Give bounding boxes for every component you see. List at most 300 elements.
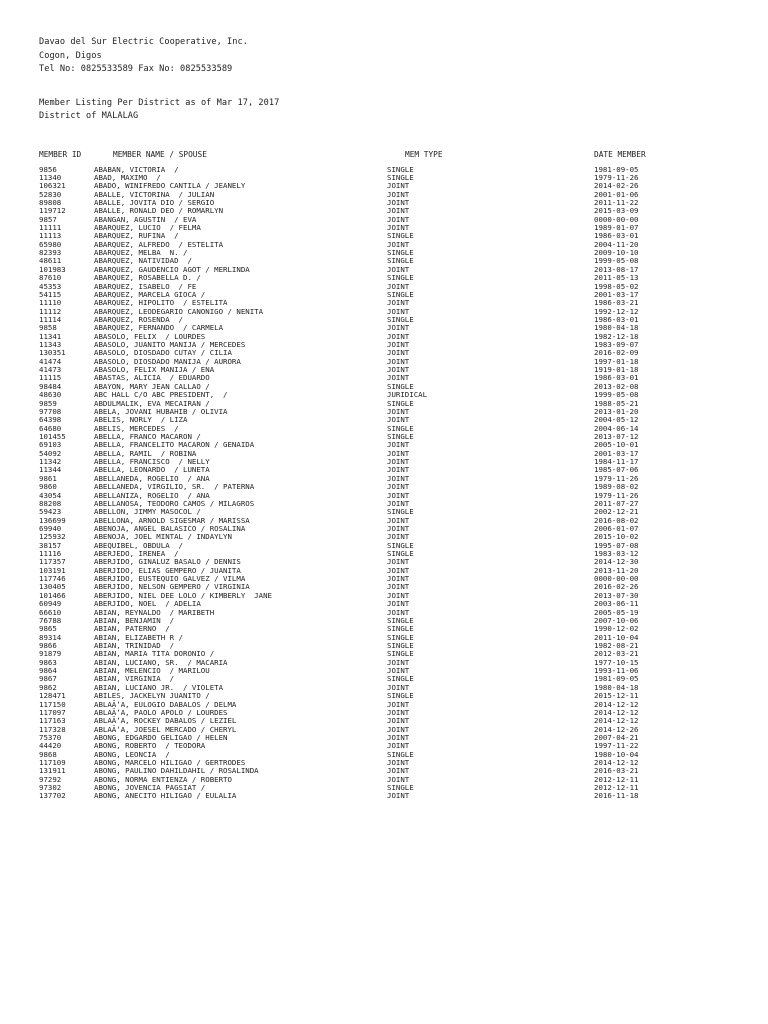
date-member-cell: 2011-11-22 bbox=[594, 197, 639, 207]
member-id-cell: 66610 bbox=[39, 607, 62, 617]
member-id-cell: 54115 bbox=[39, 289, 62, 299]
mem-type-cell: JOINT bbox=[387, 482, 410, 492]
member-name-cell: ABELLANEDA, ROGELIO / ANA bbox=[94, 473, 210, 483]
date-member-cell: 2015-12-11 bbox=[594, 691, 639, 701]
date-member-cell: 2007-10-06 bbox=[594, 615, 639, 625]
date-member-cell: 1981-09-05 bbox=[594, 164, 639, 174]
member-id-cell: 117357 bbox=[39, 557, 66, 567]
member-id-cell: 9860 bbox=[39, 482, 57, 492]
member-name-cell: ABARQUEZ, GAUDENCIO AGOT / MERLINDA bbox=[94, 264, 250, 274]
member-id-cell: 11112 bbox=[39, 306, 62, 316]
column-header-mem-type: MEM TYPE bbox=[405, 150, 443, 159]
mem-type-cell: SINGLE bbox=[387, 164, 414, 174]
mem-type-cell: SINGLE bbox=[387, 398, 414, 408]
member-name-cell: ABERJIDO, EUSTEQUIO GALVEZ / VILMA bbox=[94, 574, 246, 584]
date-member-cell: 2006-01-07 bbox=[594, 523, 639, 533]
member-id-cell: 9866 bbox=[39, 640, 57, 650]
date-member-cell: 1997-01-18 bbox=[594, 356, 639, 366]
mem-type-cell: JOINT bbox=[387, 557, 410, 567]
district-label: District of MALALAG bbox=[39, 111, 139, 121]
member-id-cell: 103191 bbox=[39, 565, 66, 575]
mem-type-cell: JOINT bbox=[387, 356, 410, 366]
mem-type-cell: SINGLE bbox=[387, 289, 414, 299]
member-name-cell: ABONG, JOVENCIA PAGSIAT / bbox=[94, 783, 206, 793]
member-name-cell: ABENOJA, ANGEL BALASICO / ROSALINA bbox=[94, 523, 246, 533]
date-member-cell: 1980-04-18 bbox=[594, 323, 639, 333]
member-id-cell: 131911 bbox=[39, 766, 66, 776]
table-row bbox=[0, 792, 768, 800]
date-member-cell: 2014-02-26 bbox=[594, 181, 639, 191]
member-id-cell: 82393 bbox=[39, 248, 62, 258]
date-member-cell: 0000-00-00 bbox=[594, 214, 639, 224]
member-name-cell: ABALLE, VICTORINA / JULIAN bbox=[94, 189, 215, 199]
member-id-cell: 64680 bbox=[39, 423, 62, 433]
member-id-cell: 125932 bbox=[39, 532, 66, 542]
date-member-cell: 2016-02-09 bbox=[594, 348, 639, 358]
date-member-cell: 2016-02-26 bbox=[594, 582, 639, 592]
member-name-cell: ABONG, MARCELO HILIGAO / GERTRODES bbox=[94, 758, 246, 768]
date-member-cell: 1977-10-15 bbox=[594, 657, 639, 667]
member-name-cell: ABLAÃ‘A, JOESEL MERCADO / CHERYL bbox=[94, 724, 237, 734]
member-id-cell: 117097 bbox=[39, 707, 66, 717]
date-member-cell: 2012-12-11 bbox=[594, 774, 639, 784]
date-member-cell: 2015-03-09 bbox=[594, 206, 639, 216]
date-member-cell: 2013-01-20 bbox=[594, 406, 639, 416]
date-member-cell: 2016-08-02 bbox=[594, 515, 639, 525]
mem-type-cell: JOINT bbox=[387, 774, 410, 784]
member-id-cell: 11344 bbox=[39, 465, 62, 475]
member-name-cell: ABARQUEZ, LEODEGARIO CANONIGO / NENITA bbox=[94, 306, 264, 316]
member-name-cell: ABIAN, VIRGINIA / bbox=[94, 674, 175, 684]
date-member-cell: 2001-03-17 bbox=[594, 448, 639, 458]
date-member-cell: 1983-09-07 bbox=[594, 340, 639, 350]
member-name-cell: ABERJIDO, NOEL / ADELIA bbox=[94, 599, 201, 609]
date-member-cell: 2004-06-14 bbox=[594, 423, 639, 433]
member-id-cell: 101983 bbox=[39, 264, 66, 274]
date-member-cell: 2016-11-18 bbox=[594, 791, 639, 801]
date-member-cell: 2012-03-21 bbox=[594, 649, 639, 659]
member-id-cell: 101466 bbox=[39, 590, 66, 600]
mem-type-cell: SINGLE bbox=[387, 248, 414, 258]
date-member-cell: 1986-03-01 bbox=[594, 373, 639, 383]
member-id-cell: 98484 bbox=[39, 381, 62, 391]
mem-type-cell: SINGLE bbox=[387, 231, 414, 241]
report-title: Member Listing Per District as of Mar 17, 2017 bbox=[39, 98, 280, 108]
member-name-cell: ABELLA, FRANCISCO / NELLY bbox=[94, 457, 210, 467]
member-name-cell: ABIAN, LUCIANO JR. / VIOLETA bbox=[94, 682, 224, 692]
date-member-cell: 2013-07-30 bbox=[594, 590, 639, 600]
member-name-cell: ABELLA, LEONARDO / LUNETA bbox=[94, 465, 210, 475]
member-name-cell: ABARQUEZ, RUFINA / bbox=[94, 231, 179, 241]
mem-type-cell: JOINT bbox=[387, 666, 410, 676]
date-member-cell: 1979-11-26 bbox=[594, 473, 639, 483]
member-id-cell: 59423 bbox=[39, 507, 62, 517]
date-member-cell: 2013-11-20 bbox=[594, 565, 639, 575]
mem-type-cell: JOINT bbox=[387, 724, 410, 734]
date-member-cell: 1999-05-08 bbox=[594, 390, 639, 400]
date-member-cell: 1980-04-18 bbox=[594, 682, 639, 692]
mem-type-cell: SINGLE bbox=[387, 507, 414, 517]
date-member-cell: 2012-12-11 bbox=[594, 783, 639, 793]
member-name-cell: ABERJIDO, NIEL DEE LOLO / KIMBERLY JANE bbox=[94, 590, 272, 600]
member-name-cell: ABARQUEZ, FERNANDO / CARMELA bbox=[94, 323, 224, 333]
member-id-cell: 41474 bbox=[39, 356, 62, 366]
member-id-cell: 69940 bbox=[39, 523, 62, 533]
mem-type-cell: JOINT bbox=[387, 264, 410, 274]
member-id-cell: 136699 bbox=[39, 515, 66, 525]
mem-type-cell: SINGLE bbox=[387, 423, 414, 433]
date-member-cell: 0000-00-00 bbox=[594, 574, 639, 584]
member-id-cell: 89808 bbox=[39, 197, 62, 207]
member-name-cell: ABENOJA, JOEL MINTAL / INDAYLYN bbox=[94, 532, 232, 542]
mem-type-cell: SINGLE bbox=[387, 640, 414, 650]
member-name-cell: ABARQUEZ, ROSABELLA D. / bbox=[94, 273, 201, 283]
member-name-cell: ABIAN, MARIA TITA DORONIO / bbox=[94, 649, 215, 659]
date-member-cell: 1979-11-26 bbox=[594, 172, 639, 182]
date-member-cell: 1985-07-06 bbox=[594, 465, 639, 475]
member-name-cell: ABALLE, JOVITA DIO / SERGIO bbox=[94, 197, 215, 207]
member-id-cell: 117150 bbox=[39, 699, 66, 709]
mem-type-cell: JURIDICAL bbox=[387, 390, 428, 400]
date-member-cell: 1919-01-18 bbox=[594, 365, 639, 375]
member-name-cell: ABLAÃ‘A, EULOGIO DABALOS / DELMA bbox=[94, 699, 237, 709]
mem-type-cell: JOINT bbox=[387, 189, 410, 199]
date-member-cell: 2011-10-04 bbox=[594, 632, 639, 642]
member-name-cell: ABELLANOSA, TEODORO CAMOS / MILAGROS bbox=[94, 498, 255, 508]
member-id-cell: 9863 bbox=[39, 657, 57, 667]
date-member-cell: 1988-05-21 bbox=[594, 398, 639, 408]
member-id-cell: 9868 bbox=[39, 749, 57, 759]
date-member-cell: 1995-07-08 bbox=[594, 540, 639, 550]
date-member-cell: 2014-12-26 bbox=[594, 724, 639, 734]
member-name-cell: ABLAÃ‘A, ROCKEY DABALOS / LEZIEL bbox=[94, 716, 237, 726]
date-member-cell: 2013-08-17 bbox=[594, 264, 639, 274]
mem-type-cell: SINGLE bbox=[387, 381, 414, 391]
date-member-cell: 2002-12-21 bbox=[594, 507, 639, 517]
member-name-cell: ABDULMALIK, EVA MECAIRAN / bbox=[94, 398, 210, 408]
mem-type-cell: JOINT bbox=[387, 223, 410, 233]
column-header-date-member: DATE MEMBER bbox=[594, 150, 646, 159]
mem-type-cell: JOINT bbox=[387, 298, 410, 308]
mem-type-cell: JOINT bbox=[387, 498, 410, 508]
member-id-cell: 38157 bbox=[39, 540, 62, 550]
member-name-cell: ABELLA, FRANCO MACARON / bbox=[94, 432, 201, 441]
member-id-cell: 48630 bbox=[39, 390, 62, 400]
member-table-body bbox=[0, 166, 768, 801]
date-member-cell: 2001-01-06 bbox=[594, 189, 639, 199]
member-name-cell: ABADO, WINIFREDO CANTILA / JEANELY bbox=[94, 181, 246, 191]
mem-type-cell: SINGLE bbox=[387, 432, 414, 441]
mem-type-cell: JOINT bbox=[387, 716, 410, 726]
member-id-cell: 9861 bbox=[39, 473, 57, 483]
mem-type-cell: JOINT bbox=[387, 582, 410, 592]
member-id-cell: 97292 bbox=[39, 774, 62, 784]
member-name-cell: ABASTAS, ALICIA / EDUARDO bbox=[94, 373, 210, 383]
member-id-cell: 54092 bbox=[39, 448, 62, 458]
mem-type-cell: SINGLE bbox=[387, 632, 414, 642]
member-name-cell: ABARQUEZ, MELBA N. / bbox=[94, 248, 188, 258]
member-id-cell: 11340 bbox=[39, 172, 62, 182]
member-id-cell: 9856 bbox=[39, 164, 57, 174]
member-id-cell: 43054 bbox=[39, 490, 62, 500]
date-member-cell: 1982-08-21 bbox=[594, 640, 639, 650]
mem-type-cell: SINGLE bbox=[387, 783, 414, 793]
date-member-cell: 1998-05-02 bbox=[594, 281, 639, 291]
date-member-cell: 1999-05-08 bbox=[594, 256, 639, 266]
member-name-cell: ABIAN, BENJAMIN / bbox=[94, 615, 175, 625]
member-id-cell: 44420 bbox=[39, 741, 62, 751]
member-id-cell: 87610 bbox=[39, 273, 62, 283]
date-member-cell: 2007-04-21 bbox=[594, 732, 639, 742]
mem-type-cell: JOINT bbox=[387, 197, 410, 207]
mem-type-cell: SINGLE bbox=[387, 749, 414, 759]
date-member-cell: 1980-10-04 bbox=[594, 749, 639, 759]
mem-type-cell: JOINT bbox=[387, 732, 410, 742]
mem-type-cell: JOINT bbox=[387, 365, 410, 375]
mem-type-cell: JOINT bbox=[387, 490, 410, 500]
date-member-cell: 1986-03-21 bbox=[594, 298, 639, 308]
member-name-cell: ABALLE, RONALD DEO / ROMARLYN bbox=[94, 206, 224, 216]
member-name-cell: ABIAN, LUCIANO, SR. / MACARIA bbox=[94, 657, 228, 667]
member-name-cell: ABILES, JACKELYN JUANITO / bbox=[94, 691, 210, 701]
member-id-cell: 11113 bbox=[39, 231, 62, 241]
mem-type-cell: SINGLE bbox=[387, 314, 414, 324]
member-name-cell: ABC HALL C/O ABC PRESIDENT, / bbox=[94, 390, 228, 400]
member-name-cell: ABERJIDO, ELIAS GEMPERO / JUANITA bbox=[94, 565, 241, 575]
member-name-cell: ABARQUEZ, LUCIO / FELMA bbox=[94, 223, 201, 233]
member-name-cell: ABEQUIBEL, OBDULA / bbox=[94, 540, 183, 550]
member-name-cell: ABELLANEDA, VIRGILIO, SR. / PATERNA bbox=[94, 482, 255, 492]
mem-type-cell: JOINT bbox=[387, 457, 410, 467]
date-member-cell: 2004-05-12 bbox=[594, 415, 639, 425]
member-name-cell: ABABAN, VICTORIA / bbox=[94, 164, 179, 174]
member-name-cell: ABARQUEZ, NATIVIDAD / bbox=[94, 256, 192, 266]
mem-type-cell: SINGLE bbox=[387, 624, 414, 634]
date-member-cell: 2014-12-12 bbox=[594, 758, 639, 768]
company-contact: Tel No: 0825533589 Fax No: 0825533589 bbox=[39, 64, 233, 74]
member-id-cell: 9857 bbox=[39, 214, 57, 224]
member-id-cell: 11341 bbox=[39, 331, 62, 341]
member-id-cell: 11342 bbox=[39, 457, 62, 467]
member-id-cell: 119712 bbox=[39, 206, 66, 216]
date-member-cell: 1992-12-12 bbox=[594, 306, 639, 316]
date-member-cell: 2016-03-21 bbox=[594, 766, 639, 776]
member-id-cell: 75370 bbox=[39, 732, 62, 742]
mem-type-cell: JOINT bbox=[387, 523, 410, 533]
mem-type-cell: JOINT bbox=[387, 791, 410, 801]
mem-type-cell: JOINT bbox=[387, 465, 410, 475]
mem-type-cell: JOINT bbox=[387, 281, 410, 291]
member-id-cell: 130351 bbox=[39, 348, 66, 358]
mem-type-cell: JOINT bbox=[387, 532, 410, 542]
member-id-cell: 117328 bbox=[39, 724, 66, 734]
member-name-cell: ABERJIDO, NELSON GEMPERO / VIRGINIA bbox=[94, 582, 250, 592]
member-name-cell: ABASOLO, JUANITO MANIJA / MERCEDES bbox=[94, 340, 246, 350]
member-name-cell: ABELA, JOVANI HUBAHIB / OLIVIA bbox=[94, 406, 228, 416]
company-name: Davao del Sur Electric Cooperative, Inc. bbox=[39, 37, 248, 47]
member-id-cell: 91879 bbox=[39, 649, 62, 659]
mem-type-cell: JOINT bbox=[387, 323, 410, 333]
date-member-cell: 2001-03-17 bbox=[594, 289, 639, 299]
member-name-cell: ABIAN, REYNALDO / MARIBETH bbox=[94, 607, 215, 617]
date-member-cell: 2014-12-12 bbox=[594, 699, 639, 709]
member-name-cell: ABONG, EDGARDO GELIGAO / HELEN bbox=[94, 732, 228, 742]
mem-type-cell: SINGLE bbox=[387, 615, 414, 625]
date-member-cell: 1979-11-26 bbox=[594, 490, 639, 500]
member-id-cell: 76788 bbox=[39, 615, 62, 625]
mem-type-cell: JOINT bbox=[387, 181, 410, 191]
mem-type-cell: JOINT bbox=[387, 239, 410, 249]
mem-type-cell: JOINT bbox=[387, 574, 410, 584]
member-name-cell: ABAD, MAXIMO / bbox=[94, 172, 161, 182]
member-id-cell: 117746 bbox=[39, 574, 66, 584]
member-id-cell: 9862 bbox=[39, 682, 57, 692]
column-header-member-id: MEMBER ID bbox=[39, 150, 82, 159]
member-id-cell: 11116 bbox=[39, 549, 62, 559]
member-id-cell: 117163 bbox=[39, 716, 66, 726]
date-member-cell: 1981-09-05 bbox=[594, 674, 639, 684]
member-id-cell: 60949 bbox=[39, 599, 62, 609]
date-member-cell: 2004-11-20 bbox=[594, 239, 639, 249]
mem-type-cell: JOINT bbox=[387, 406, 410, 416]
column-header-member-name: MEMBER NAME / SPOUSE bbox=[113, 150, 207, 159]
member-name-cell: ABANGAN, AGUSTIN / EVA bbox=[94, 214, 197, 224]
member-id-cell: 11114 bbox=[39, 314, 62, 324]
member-name-cell: ABERJEDO, IRENEA / bbox=[94, 549, 179, 559]
member-id-cell: 9858 bbox=[39, 323, 57, 333]
member-id-cell: 41473 bbox=[39, 365, 62, 375]
mem-type-cell: JOINT bbox=[387, 306, 410, 316]
mem-type-cell: JOINT bbox=[387, 699, 410, 709]
member-id-cell: 11343 bbox=[39, 340, 62, 350]
mem-type-cell: JOINT bbox=[387, 214, 410, 224]
date-member-cell: 1989-01-07 bbox=[594, 223, 639, 233]
mem-type-cell: SINGLE bbox=[387, 691, 414, 701]
mem-type-cell: JOINT bbox=[387, 473, 410, 483]
mem-type-cell: JOINT bbox=[387, 599, 410, 609]
date-member-cell: 2014-12-12 bbox=[594, 716, 639, 726]
date-member-cell: 2015-10-02 bbox=[594, 532, 639, 542]
member-id-cell: 9864 bbox=[39, 666, 57, 676]
date-member-cell: 2011-07-27 bbox=[594, 498, 639, 508]
member-name-cell: ABELLA, RAMIL / ROBINA bbox=[94, 448, 197, 458]
mem-type-cell: JOINT bbox=[387, 657, 410, 667]
date-member-cell: 2009-10-10 bbox=[594, 248, 639, 258]
member-name-cell: ABIAN, MELENCIO / MARILOU bbox=[94, 666, 210, 676]
mem-type-cell: JOINT bbox=[387, 766, 410, 776]
mem-type-cell: SINGLE bbox=[387, 540, 414, 550]
member-id-cell: 45353 bbox=[39, 281, 62, 291]
member-name-cell: ABERJIDO, GINALUZ BASALO / DENNIS bbox=[94, 557, 241, 567]
member-id-cell: 9865 bbox=[39, 624, 57, 634]
member-name-cell: ABIAN, ELIZABETH R / bbox=[94, 632, 183, 642]
member-id-cell: 128471 bbox=[39, 691, 66, 701]
member-name-cell: ABELIS, MERCEDES / bbox=[94, 423, 179, 433]
mem-type-cell: JOINT bbox=[387, 682, 410, 692]
mem-type-cell: JOINT bbox=[387, 206, 410, 216]
member-name-cell: ABELLONA, ARNOLD SIGESMAR / MARISSA bbox=[94, 515, 250, 525]
mem-type-cell: JOINT bbox=[387, 440, 410, 450]
mem-type-cell: SINGLE bbox=[387, 273, 414, 283]
date-member-cell: 2014-12-30 bbox=[594, 557, 639, 567]
date-member-cell: 1984-11-17 bbox=[594, 457, 639, 467]
member-id-cell: 106321 bbox=[39, 181, 66, 191]
member-name-cell: ABASOLO, DIOSDADO MANIJA / AURORA bbox=[94, 356, 241, 366]
member-id-cell: 101455 bbox=[39, 432, 66, 441]
member-id-cell: 11111 bbox=[39, 223, 62, 233]
mem-type-cell: JOINT bbox=[387, 448, 410, 458]
mem-type-cell: SINGLE bbox=[387, 256, 414, 266]
member-name-cell: ABASOLO, DIOSDADO CUTAY / CILIA bbox=[94, 348, 232, 358]
member-name-cell: ABAYON, MARY JEAN CALLAO / bbox=[94, 381, 210, 391]
date-member-cell: 2005-10-01 bbox=[594, 440, 639, 450]
mem-type-cell: JOINT bbox=[387, 331, 410, 341]
member-name-cell: ABELLANIZA, ROGELIO / ANA bbox=[94, 490, 210, 500]
member-name-cell: ABASOLO, FELIX MANIJA / ENA bbox=[94, 365, 215, 375]
mem-type-cell: SINGLE bbox=[387, 674, 414, 684]
member-id-cell: 117109 bbox=[39, 758, 66, 768]
member-name-cell: ABARQUEZ, ISABELO / FE bbox=[94, 281, 197, 291]
member-id-cell: 11110 bbox=[39, 298, 62, 308]
date-member-cell: 1989-08-02 bbox=[594, 482, 639, 492]
mem-type-cell: JOINT bbox=[387, 340, 410, 350]
member-name-cell: ABASOLO, FELIX / LOURDES bbox=[94, 331, 206, 341]
member-id-cell: 48611 bbox=[39, 256, 62, 266]
member-name-cell: ABONG, ANECITO HILIGAO / EULALIA bbox=[94, 791, 237, 801]
member-name-cell: ABIAN, PATERNO / bbox=[94, 624, 170, 634]
member-id-cell: 52830 bbox=[39, 189, 62, 199]
date-member-cell: 1982-12-18 bbox=[594, 331, 639, 341]
mem-type-cell: SINGLE bbox=[387, 549, 414, 559]
member-name-cell: ABELIS, NORLY / LIZA bbox=[94, 415, 188, 425]
member-name-cell: ABONG, ROBERTO / TEODORA bbox=[94, 741, 206, 751]
date-member-cell: 2005-05-19 bbox=[594, 607, 639, 617]
mem-type-cell: JOINT bbox=[387, 348, 410, 358]
mem-type-cell: JOINT bbox=[387, 607, 410, 617]
member-id-cell: 65980 bbox=[39, 239, 62, 249]
mem-type-cell: JOINT bbox=[387, 565, 410, 575]
date-member-cell: 1993-11-06 bbox=[594, 666, 639, 676]
member-name-cell: ABONG, LEONCIA / bbox=[94, 749, 170, 759]
date-member-cell: 1986-03-01 bbox=[594, 231, 639, 241]
date-member-cell: 2003-06-11 bbox=[594, 599, 639, 609]
member-name-cell: ABELLA, FRANCELITO MACARON / GENAIDA bbox=[94, 440, 255, 450]
date-member-cell: 2014-12-12 bbox=[594, 707, 639, 717]
mem-type-cell: JOINT bbox=[387, 590, 410, 600]
mem-type-cell: JOINT bbox=[387, 415, 410, 425]
mem-type-cell: JOINT bbox=[387, 707, 410, 717]
company-address: Cogon, Digos bbox=[39, 51, 102, 61]
mem-type-cell: JOINT bbox=[387, 741, 410, 751]
date-member-cell: 2013-07-12 bbox=[594, 432, 639, 441]
member-id-cell: 64398 bbox=[39, 415, 62, 425]
date-member-cell: 1997-11-22 bbox=[594, 741, 639, 751]
mem-type-cell: SINGLE bbox=[387, 172, 414, 182]
member-name-cell: ABLAÃ‘A, PAOLO APOLO / LOURDES bbox=[94, 707, 228, 717]
member-name-cell: ABELLON, JIMMY MASOCOL / bbox=[94, 507, 201, 517]
member-id-cell: 137702 bbox=[39, 791, 66, 801]
mem-type-cell: JOINT bbox=[387, 373, 410, 383]
member-id-cell: 97708 bbox=[39, 406, 62, 416]
member-id-cell: 11115 bbox=[39, 373, 62, 383]
mem-type-cell: JOINT bbox=[387, 515, 410, 525]
date-member-cell: 1983-03-12 bbox=[594, 549, 639, 559]
member-id-cell: 9867 bbox=[39, 674, 57, 684]
member-name-cell: ABONG, PAULINO DAHILDAHIL / ROSALINDA bbox=[94, 766, 259, 776]
member-name-cell: ABARQUEZ, ROSENDA / bbox=[94, 314, 183, 324]
mem-type-cell: SINGLE bbox=[387, 649, 414, 659]
date-member-cell: 2013-02-08 bbox=[594, 381, 639, 391]
